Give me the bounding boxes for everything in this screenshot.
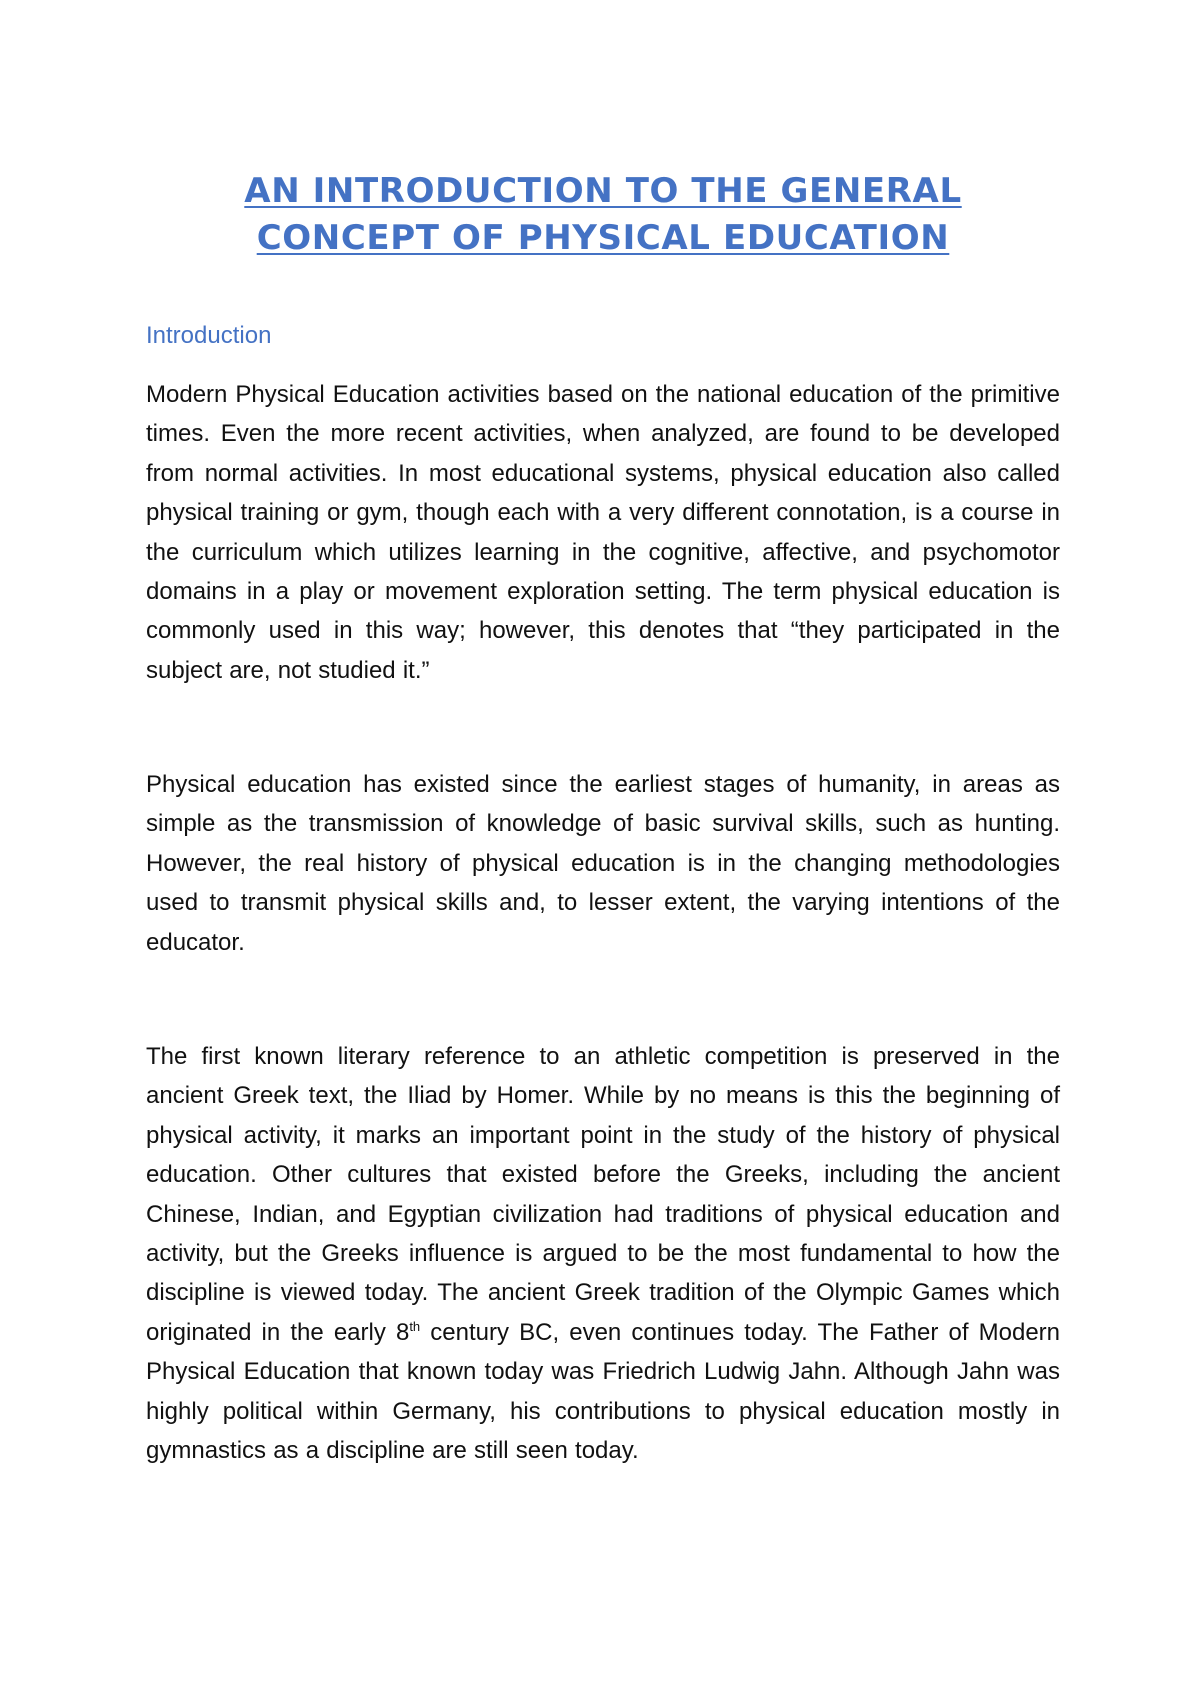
document-title — [146, 168, 1060, 262]
title-line-2: CONCEPT OF PHYSICAL EDUCATION — [256, 218, 950, 258]
section-heading-introduction: Introduction — [146, 322, 272, 349]
paragraph-1: Modern Physical Education activities based on the national education of the primitive times. Even the more recent activities, when analyzed, are found to be developed from normal activities. In most educational systems, physical education also called physical training or gym, though each with a very different connotation, is a course in the curriculum which utilizes learning in the cognitive, affective, and psychomotor domains in a play or movement exploration setting. The term physical education is commonly used in this way; however, this denotes that “they participated in the subject are, not studied it.” — [146, 381, 1060, 684]
title-line-1: AN INTRODUCTION TO THE GENERAL — [244, 171, 962, 211]
ordinal-superscript: th — [409, 1318, 421, 1334]
paragraph-3-part-1: The first known literary reference to an athletic competition is preserved in the ancient Greek text, the Iliad by Homer. While by no means is this the beginning of physical activity, it marks an important point in the study of the history of physical education. Other cultures that existed before the Greeks, including the ancient Chinese, Indian, and Egyptian civilization had traditions of physical education and activity, but the Greeks influence is argued to be the most fundamental to how the discipline is viewed today. The ancient Greek tradition of the Olympic Games which originated in the early 8 — [146, 1043, 1060, 1346]
document-page — [146, 168, 1061, 1465]
paragraph-2: Physical education has existed since the earliest stages of humanity, in areas as simple as the transmission of knowledge of basic survival skills, such as hunting. However, the real history of physical education is in the changing methodologies used to transmit physical skills and, to lesser extent, the varying intentions of the educator. — [146, 771, 1060, 956]
paragraph-3-part-2: century BC, even continues today. The Father of Modern Physical Education that known today was Friedrich Ludwig Jahn. Although Jahn was highly political within Germany, his contributions to physical education mostly in gymnastics as a discipline are still seen today. — [146, 1318, 1061, 1465]
paragraph-3 — [146, 1037, 1060, 1470]
